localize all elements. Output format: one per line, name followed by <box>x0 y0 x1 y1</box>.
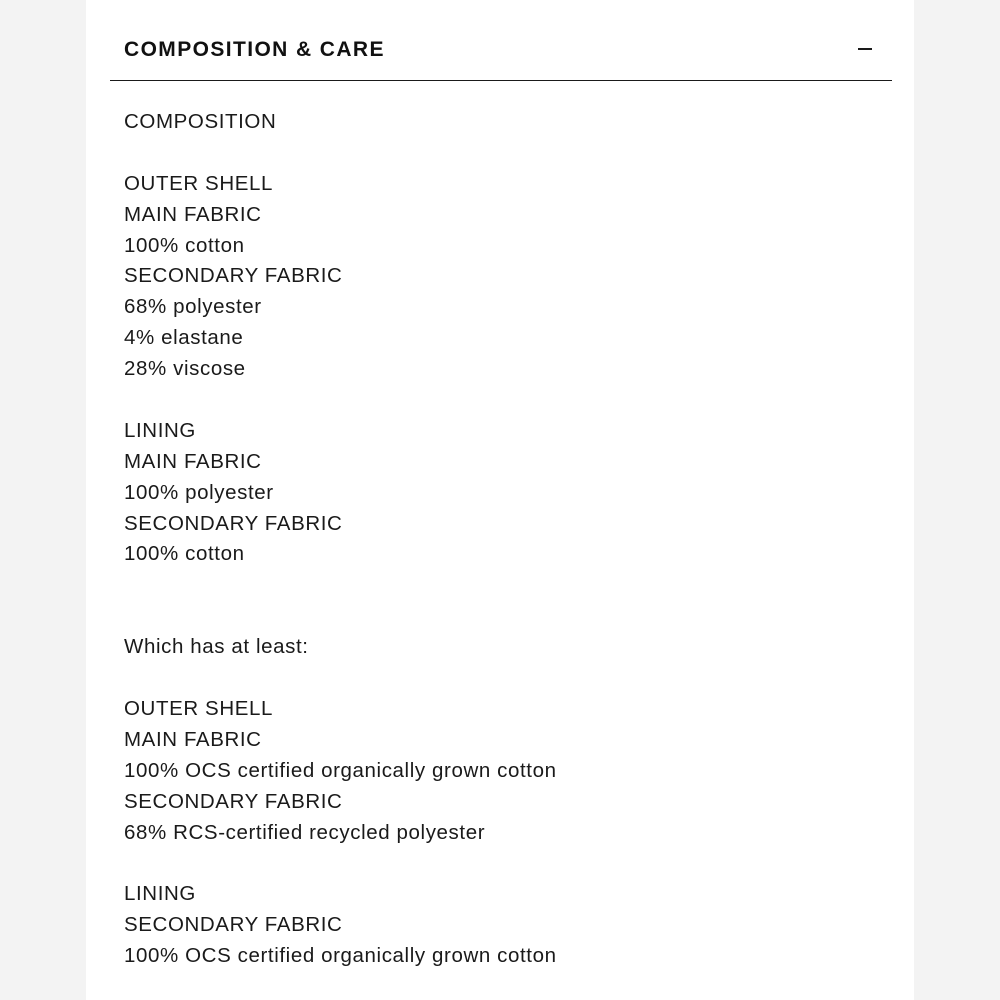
composition-heading: COMPOSITION <box>124 110 277 133</box>
fabric-value: 68% polyester <box>124 295 262 319</box>
fabric-value: 100% cotton <box>124 542 245 566</box>
fabric-value: 100% polyester <box>124 480 274 504</box>
section-title: COMPOSITION & CARE <box>124 38 385 61</box>
secondary-fabric-label: SECONDARY FABRIC <box>124 913 343 937</box>
main-fabric-label: MAIN FABRIC <box>124 449 262 473</box>
collapse-toggle[interactable] <box>852 36 878 62</box>
main-fabric-label: MAIN FABRIC <box>124 202 262 226</box>
fabric-value: 28% viscose <box>124 357 246 381</box>
lining-label: LINING <box>124 418 196 442</box>
fabric-value: 100% cotton <box>124 233 245 257</box>
product-details-panel <box>86 0 914 1000</box>
fabric-value: 4% elastane <box>124 326 244 350</box>
fabric-value: 100% OCS certified organically grown cotton <box>124 944 557 968</box>
lining-label: LINING <box>124 882 196 906</box>
fabric-value: 100% OCS certified organically grown cotton <box>124 758 557 782</box>
outer-shell-label: OUTER SHELL <box>124 696 273 720</box>
accordion-header[interactable] <box>110 0 892 81</box>
secondary-fabric-label: SECONDARY FABRIC <box>124 789 343 813</box>
outer-shell-label: OUTER SHELL <box>124 171 273 195</box>
main-fabric-label: MAIN FABRIC <box>124 727 262 751</box>
accordion-content <box>124 107 884 972</box>
secondary-fabric-label: SECONDARY FABRIC <box>124 511 343 535</box>
fabric-value: 68% RCS-certified recycled polyester <box>124 820 486 844</box>
minus-icon <box>858 48 872 50</box>
secondary-fabric-label: SECONDARY FABRIC <box>124 264 343 288</box>
certified-intro: Which has at least: <box>124 635 309 659</box>
